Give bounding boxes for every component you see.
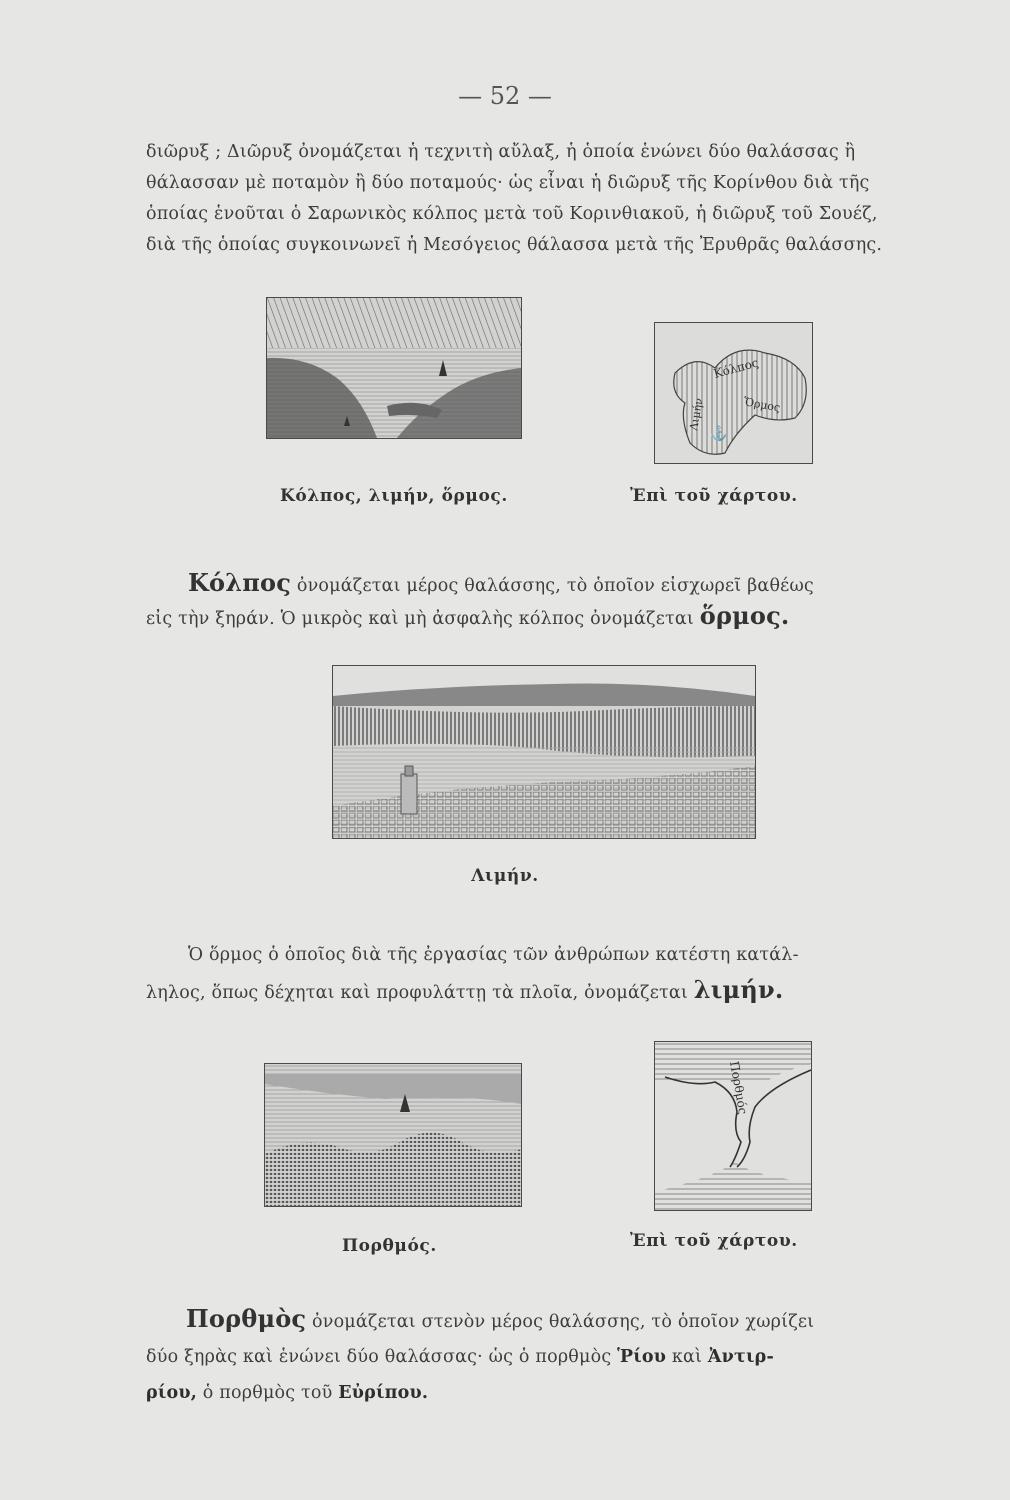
intro-line-1: διῶρυξ ; Διῶρυξ ὀνομάζεται ἡ τεχνιτὴ αὔλαξ, ἡ ὁποία ἑνώνει δύο θαλάσσας ἢ — [146, 142, 856, 162]
map-label-strait: Πορθμός — [727, 1060, 751, 1116]
term-antirrio-part1: Ἀντιρ- — [707, 1347, 774, 1367]
term-antirrio-part2: ρίου, — [146, 1383, 198, 1403]
intro-paragraph — [146, 137, 958, 261]
map-label-mooring: Ὅρμος — [742, 395, 782, 415]
gulf-line-2: εἰς τὴν ξηράν. Ὁ μικρὸς καὶ μὴ ἀσφαλὴς κόλπος ὀνομάζεται — [146, 609, 694, 629]
term-evripos: Εὐρίπου. — [338, 1383, 429, 1403]
harbor-definition-paragraph — [188, 940, 958, 971]
harbor-definition-line-2 — [146, 974, 958, 1009]
strait-definition-line-2 — [146, 1342, 958, 1373]
strait-definition-paragraph — [186, 1303, 958, 1338]
caption-strait-map: Ἐπὶ τοῦ χάρτου. — [630, 1231, 798, 1251]
caption-gulf-map: Ἐπὶ τοῦ χάρτου. — [630, 486, 798, 506]
caption-strait-picture: Πορθμός. — [342, 1236, 437, 1256]
strait-map — [654, 1041, 812, 1211]
caption-harbor: Λιμήν. — [471, 866, 539, 886]
term-harbor: λιμήν. — [693, 975, 784, 1004]
intro-line-4: διὰ τῆς ὁποίας συγκοινωνεῖ ἡ Μεσόγειος θάλασσα μετὰ τῆς Ἐρυθρᾶς θαλάσσης. — [146, 235, 883, 255]
gulf-line-1: ὀνομάζεται μέρος θαλάσσης, τὸ ὁποῖον εἰσχωρεῖ βαθέως — [296, 576, 814, 596]
intro-line-3: ὁποίας ἑνοῦται ὁ Σαρωνικὸς κόλπος μετὰ τοῦ Κορινθιακοῦ, ἡ διῶρυξ τοῦ Σουέζ, — [146, 204, 878, 224]
gulf-definition-line-2 — [146, 600, 958, 635]
strait-definition-line-3 — [146, 1378, 958, 1409]
caption-gulf-picture: Κόλπος, λιμήν, ὅρμος. — [280, 486, 508, 506]
gulf-map — [654, 322, 813, 464]
page-number: — 52 — — [458, 82, 552, 110]
term-mooring: ὅρμος. — [699, 601, 790, 630]
strait-illustration — [264, 1063, 522, 1207]
harbor-illustration — [332, 665, 756, 839]
term-strait: Πορθμὸς — [186, 1304, 307, 1333]
harbor-line-2: ληλος, ὅπως δέχηται καὶ προφυλάττῃ τὰ πλοῖα, ὀνομάζεται — [146, 983, 688, 1003]
strait-line-1: ὀνομάζεται στενὸν μέρος θαλάσσης, τὸ ὁποῖον χωρίζει — [312, 1312, 815, 1332]
anchor-icon: ⚓ — [710, 426, 728, 442]
map-label-harbor: Λιμήν — [687, 397, 706, 432]
strait-line-2: δύο ξηρὰς καὶ ἑνώνει δύο θαλάσσας· ὡς ὁ πορθμὸς — [146, 1347, 612, 1367]
term-rio: Ῥίου — [617, 1347, 667, 1367]
harbor-line-1: Ὁ ὅρμος ὁ ὁποῖος διὰ τῆς ἐργασίας τῶν ἀνθρώπων κατέστη κατάλ- — [188, 945, 799, 965]
word-and: καὶ — [671, 1347, 703, 1367]
intro-line-2: θάλασσαν μὲ ποταμὸν ἢ δύο ποταμούς· ὡς εἶναι ἡ διῶρυξ τῆς Κορίνθου διὰ τῆς — [146, 173, 870, 193]
map-label-gulf: Κόλπος — [712, 355, 760, 381]
gulf-landscape-illustration — [266, 297, 522, 439]
term-gulf: Κόλπος — [188, 568, 292, 597]
gulf-definition-paragraph — [188, 567, 958, 602]
strait-line-3: ὁ πορθμὸς τοῦ — [202, 1383, 333, 1403]
